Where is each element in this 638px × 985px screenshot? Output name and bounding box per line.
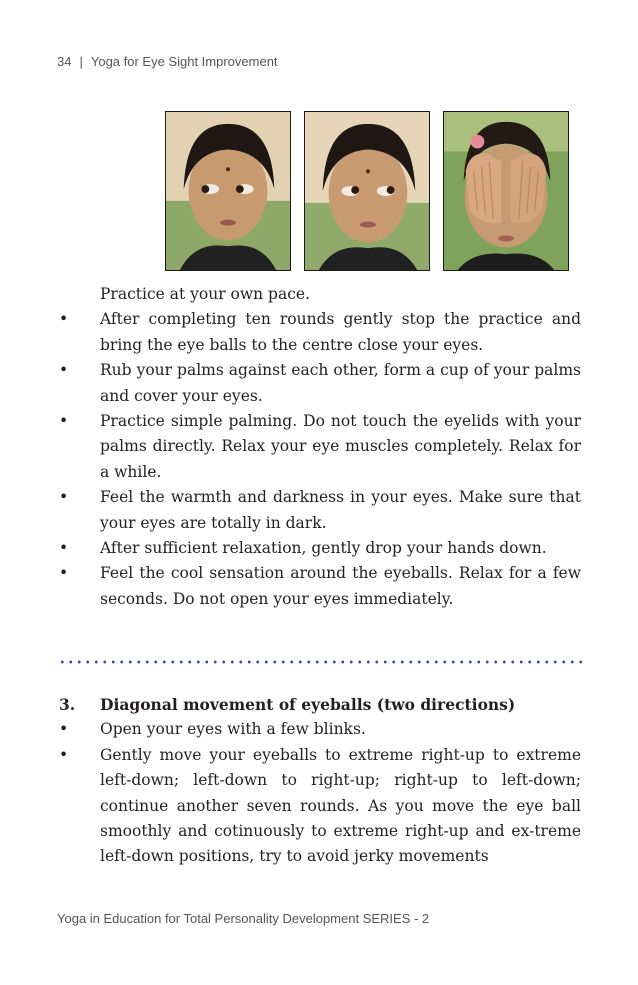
bullet: • bbox=[59, 720, 69, 739]
page-number: 34 bbox=[57, 54, 72, 69]
list-item bbox=[59, 536, 581, 561]
bullet: • bbox=[59, 539, 69, 558]
list-item-text: Feel the cool sensation around the eyeballs. Relax for a few seconds. Do not open your eyes immediately. bbox=[100, 564, 581, 608]
instruction-list-1 bbox=[59, 282, 581, 612]
list-item bbox=[59, 717, 581, 742]
photo-strip bbox=[165, 111, 569, 271]
girl-looking-right-photo bbox=[304, 111, 430, 271]
section-3 bbox=[59, 692, 581, 870]
page-header bbox=[57, 54, 278, 69]
girl-palming-eyes-photo bbox=[443, 111, 569, 271]
section-title: Diagonal movement of eyeballs (two directions) bbox=[100, 695, 516, 714]
list-item-text: Practice simple palming. Do not touch the eyelids with your palms directly. Relax your eye muscles completely. Relax for a while. bbox=[100, 412, 581, 481]
girl-looking-left-photo bbox=[165, 111, 291, 271]
header-separator: | bbox=[79, 54, 83, 69]
section-heading bbox=[59, 692, 581, 717]
list-item bbox=[59, 485, 581, 536]
bullet: • bbox=[59, 488, 69, 507]
list-item-text: Open your eyes with a few blinks. bbox=[100, 720, 366, 739]
list-item-text: Gently move your eyeballs to extreme right-up to extreme left-down; left-down to right-up; right-up to left-down; continue another seven rounds. As you move the eye ball smoothly and cotinuously to extreme right-up and ex-treme left-down positions, try to avoid jerky movements bbox=[100, 745, 581, 866]
list-item bbox=[59, 743, 581, 870]
list-item-text: Feel the warmth and darkness in your eyes. Make sure that your eyes are totally in dark. bbox=[100, 488, 581, 532]
list-item-text: Rub your palms against each other, form a cup of your palms and cover your eyes. bbox=[100, 361, 581, 405]
bullet: • bbox=[59, 745, 69, 764]
section-number: 3. bbox=[59, 695, 76, 714]
list-item bbox=[59, 561, 581, 612]
bullet: • bbox=[59, 564, 69, 583]
list-item-text: After completing ten rounds gently stop the practice and bring the eye balls to the centre close your eyes. bbox=[100, 310, 581, 354]
bullet: • bbox=[59, 361, 69, 380]
list-item-text: After sufficient relaxation, gently drop your hands down. bbox=[100, 539, 547, 558]
dotted-divider bbox=[58, 660, 582, 664]
page-footer: Yoga in Education for Total Personality Development SERIES - 2 bbox=[57, 911, 430, 926]
book-title: Yoga for Eye Sight Improvement bbox=[90, 54, 278, 69]
list-item bbox=[59, 358, 581, 409]
bullet: • bbox=[59, 310, 69, 329]
list-item bbox=[59, 307, 581, 358]
bullet: • bbox=[59, 412, 69, 431]
list-intro: Practice at your own pace. bbox=[100, 285, 310, 303]
list-item bbox=[59, 409, 581, 485]
